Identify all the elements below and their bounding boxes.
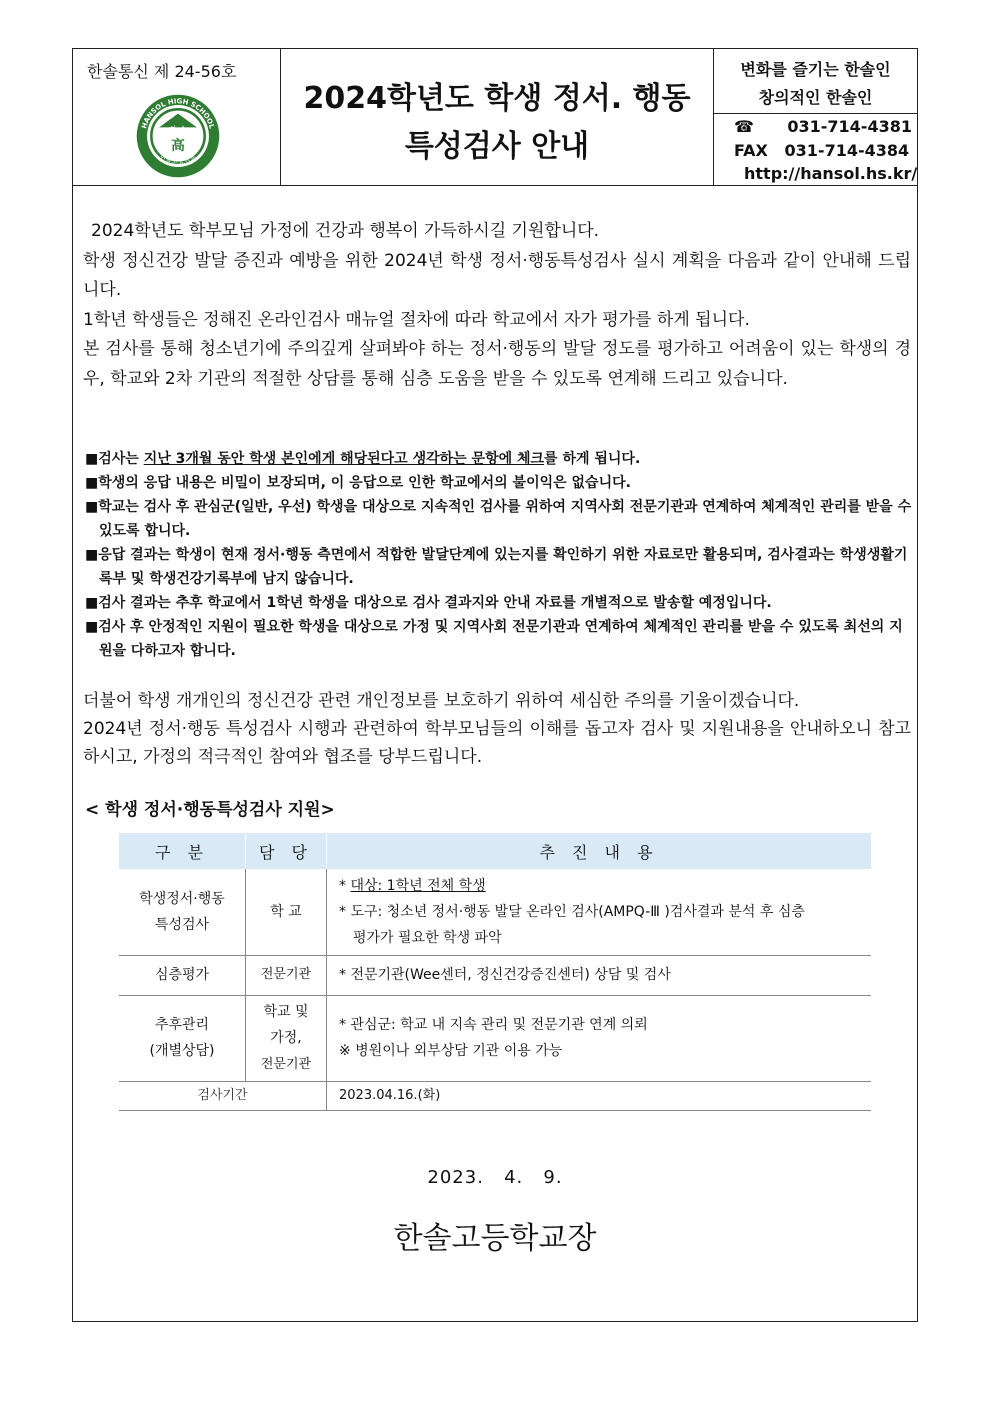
notice-item: ■검사 결과는 추후 학교에서 1학년 학생을 대상으로 검사 결과지와 안내 자료를 개별적으로 발송할 예정입니다. xyxy=(85,595,772,611)
principal-signature: 한솔고등학교장 xyxy=(393,1221,597,1256)
title-cell xyxy=(281,49,713,185)
notice-text: ■검사는 xyxy=(85,451,144,467)
closing-paragraph: 더불어 학생 개개인의 정신건강 관련 개인정보를 보호하기 위하여 세심한 주의를 기울이겠습니다. xyxy=(83,691,800,711)
phone-icon: ☎ xyxy=(734,117,754,136)
emblem-inner-center: 高 xyxy=(171,137,185,154)
notice-item: ■학생의 응답 내용은 비밀이 보장되며, 이 응답으로 인한 학교에서의 불이익은 없습니다. xyxy=(85,475,631,491)
emblem-inner-top: 한 솔 xyxy=(169,125,187,135)
emblem-bottom-text: 한솔고등학교 xyxy=(158,152,198,166)
table-cell: 2023.04.16.(화) xyxy=(327,1081,872,1110)
table-row xyxy=(119,1081,871,1110)
phone-line xyxy=(734,117,912,136)
document-page xyxy=(72,48,918,1322)
table-row xyxy=(119,955,871,995)
fax-line xyxy=(734,141,909,160)
table-cell: 학생정서·행동 특성검사 xyxy=(119,869,246,955)
issue-date: 2023. 4. 9. xyxy=(427,1167,563,1188)
column-header: 담 당 xyxy=(246,833,327,869)
notice-item: ■검사 후 안정적인 지원이 필요한 학생을 대상으로 가정 및 지역사회 전문기관과 연계하여 체계적인 관리를 받을 수 있도록 최선의 지원을 다하고자 합니다. xyxy=(85,619,903,659)
fax-label: FAX xyxy=(734,141,768,160)
fax-number: 031-714-4384 xyxy=(784,141,910,160)
table-cell: 검사기간 xyxy=(119,1081,327,1110)
notice-text: 를 하게 됩니다. xyxy=(544,451,641,467)
intro-paragraph: 본 검사를 통해 청소년기에 주의깊게 살펴봐야 하는 정서·행동의 발달 정도를 평가하고 어려움이 있는 학생의 경우, 학교와 2차 기관의 적절한 상담를 통해 심층 도움을 받을 수 있도록 연계해 드리고 있습니다. xyxy=(83,339,911,389)
closing-paragraph: 2024년 정서·행동 특성검사 시행과 관련하여 학부모님들의 이해를 돕고자 검사 및 지원내용을 안내하오니 참고하시고, 가정의 적극적인 참여와 협조를 당부드립니다. xyxy=(83,719,911,767)
intro-paragraph: 2024학년도 학부모님 가정에 건강과 행복이 가득하시길 기원합니다. xyxy=(91,221,600,241)
table-cell: 학교 및 가정, 전문기관 xyxy=(246,995,327,1081)
slogan-1: 변화를 즐기는 한솔인 xyxy=(740,60,891,79)
table-cell: 심층평가 xyxy=(119,955,246,995)
table-cell: * 전문기관(Wee센터, 정신건강증진센터) 상담 및 검사 xyxy=(327,955,872,995)
letterhead xyxy=(73,49,917,186)
table-cell: * 관심군: 학교 내 지속 관리 및 전문기관 연계 의뢰 ※ 병원이나 외부상담 기관 이용 가능 xyxy=(327,995,872,1081)
closing-text xyxy=(83,687,911,771)
issue-number: 한솔통신 제 24-56호 xyxy=(87,62,237,81)
document-title-line2: 특성검사 안내 xyxy=(404,129,590,164)
intro-paragraph: 학생 정신건강 발달 증진과 예방을 위한 2024년 학생 정서·행동특성검사 실시 계획을 다음과 같이 안내해 드립니다. xyxy=(83,250,911,300)
phone-number: 031-714-4381 xyxy=(787,117,912,136)
notice-item: ■응답 결과는 학생이 현재 정서·행동 측면에서 적합한 발달단계에 있는지를 확인하기 위한 자료로만 활용되며, 검사결과는 학생생활기록부 및 학생건강기록부에 남지 않습니다. xyxy=(85,547,908,587)
table-cell: 학 교 xyxy=(246,869,327,955)
divider xyxy=(714,113,917,114)
school-emblem-icon xyxy=(135,93,221,179)
table-cell: * 대상: 1학년 전체 학생 * 도구: 청소년 정서·행동 발달 온라인 검사(AMPQ-Ⅲ )검사결과 분석 후 심층 평가가 필요한 학생 파악 xyxy=(327,869,872,955)
support-table xyxy=(119,833,871,1111)
slogan-2: 창의적인 한솔인 xyxy=(758,88,873,107)
intro-paragraph: 1학년 학생들은 정해진 온라인검사 매뉴얼 절차에 따라 학교에서 자가 평가를 하게 됩니다. xyxy=(83,309,750,330)
table-header-row xyxy=(119,833,871,869)
notice-list xyxy=(85,447,913,663)
website-url[interactable]: http://hansol.hs.kr/ xyxy=(744,164,918,183)
emblem-top-text: HANSOL HIGH SCHOOL xyxy=(140,97,216,130)
contact-cell xyxy=(713,49,917,185)
intro-text xyxy=(83,217,911,394)
notice-underlined: 지난 3개월 동안 학생 본인에게 해당된다고 생각하는 문항에 체크 xyxy=(143,451,545,467)
table-row xyxy=(119,869,871,955)
document-title-line1: 2024학년도 학생 정서. 행동 xyxy=(303,81,691,116)
section-title: < 학생 정서·행동특성검사 지원> xyxy=(85,800,335,820)
column-header: 추 진 내 용 xyxy=(327,833,872,869)
issue-cell xyxy=(73,49,281,185)
table-row xyxy=(119,995,871,1081)
table-cell: 전문기관 xyxy=(246,955,327,995)
column-header: 구 분 xyxy=(119,833,246,869)
notice-item xyxy=(85,447,913,471)
notice-item: ■학교는 검사 후 관심군(일반, 우선) 학생을 대상으로 지속적인 검사를 위하여 지역사회 전문기관과 연계하여 체계적인 관리를 받을 수 있도록 합니다. xyxy=(85,499,912,539)
table-cell: 추후관리 (개별상담) xyxy=(119,995,246,1081)
